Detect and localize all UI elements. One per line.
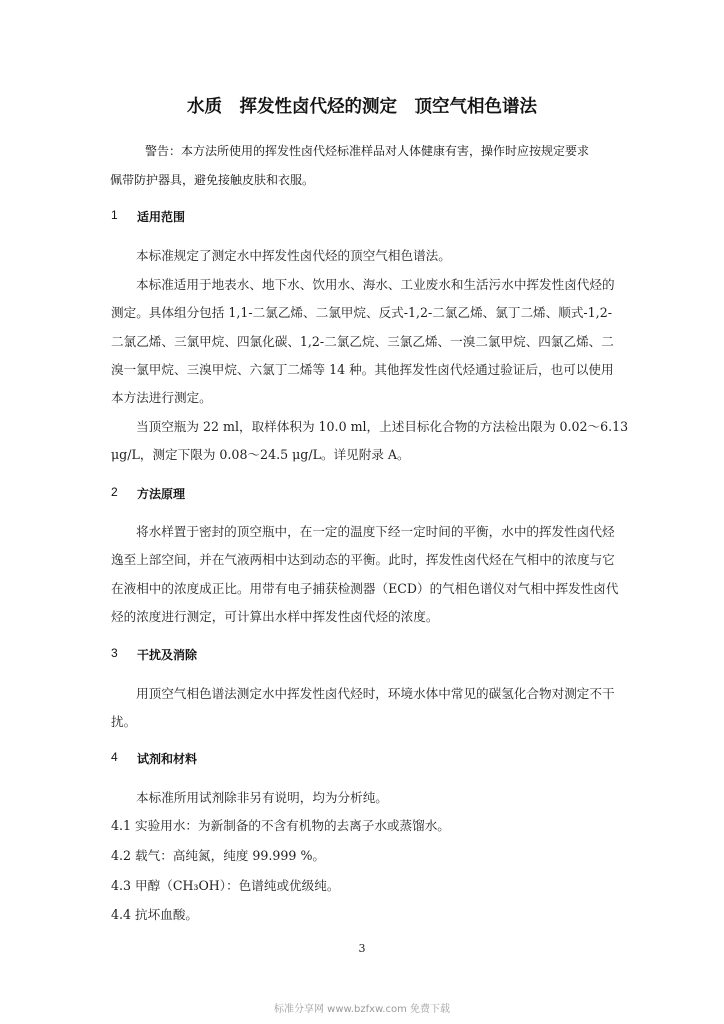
section-3-title: 干扰及消除 [137, 648, 198, 662]
document-title: 水质 挥发性卤代烃的测定 顶空气相色谱法 [187, 97, 537, 117]
s1-line: 本标准规定了测定水中挥发性卤代烃的顶空气相色谱法。 [136, 248, 451, 263]
section-3-number: 3 [111, 646, 118, 660]
s3-line: 用顶空气相色谱法测定水中挥发性卤代烃时，环境水体中常见的碳氢化合物对测定不干 [136, 686, 615, 701]
warning-line-2: 佩带防护器具，避免接触皮肤和衣服。 [110, 173, 315, 187]
warning-line-1: 警告：本方法所使用的挥发性卤代烃标准样品对人体健康有害，操作时应按规定要求 [145, 144, 590, 158]
s4-intro: 本标准所用试剂除非另有说明，均为分析纯。 [136, 790, 388, 805]
section-4-title: 试剂和材料 [137, 752, 198, 766]
section-2-title: 方法原理 [137, 487, 186, 501]
s1-line: 测定。具体组分包括 1,1-二氯乙烯、二氯甲烷、反式-1,2-二氯乙烯、氯丁二烯、顺式-1,2- [111, 305, 612, 320]
s4-item: 4.4 抗坏血酸。 [111, 907, 199, 922]
section-1-number: 1 [111, 208, 118, 222]
s2-line: 在液相中的浓度成正比。用带有电子捕获检测器（ECD）的气相色谱仪对气相中挥发性卤代 [111, 581, 619, 596]
s1-line: 溴一氯甲烷、三溴甲烷、六氯丁二烯等 14 种。其他挥发性卤代烃通过验证后，也可以使用 [111, 362, 614, 377]
page-number: 3 [358, 942, 366, 955]
s4-item: 4.1 实验用水：为新制备的不含有机物的去离子水或蒸馏水。 [111, 818, 450, 833]
s2-line: 烃的浓度进行测定，可计算出水样中挥发性卤代烃的浓度。 [111, 609, 439, 624]
s1-line: 本标准适用于地表水、地下水、饮用水、海水、工业废水和生活污水中挥发性卤代烃的 [136, 277, 615, 292]
s2-line: 将水样置于密封的顶空瓶中，在一定的温度下经一定时间的平衡，水中的挥发性卤代烃 [136, 524, 615, 539]
s1-line: 当顶空瓶为 22 ml，取样体积为 10.0 ml，上述目标化合物的方法检出限为 0.02～6.13 [136, 419, 629, 434]
s1-line: μg/L，测定下限为 0.08～24.5 μg/L。详见附录 A。 [111, 447, 410, 462]
section-4-number: 4 [111, 750, 118, 764]
s1-line: 本方法进行测定。 [111, 390, 212, 405]
s4-item: 4.2 载气：高纯氮，纯度 99.999 %。 [111, 848, 326, 863]
footer-watermark: 标准分享网 www.bzfxw.com 免费下载 [274, 1004, 450, 1015]
s4-item: 4.3 甲醇（CH₃OH）：色谱纯或优级纯。 [111, 878, 340, 893]
section-1-title: 适用范围 [137, 210, 186, 224]
section-2-number: 2 [111, 485, 118, 499]
s2-line: 逸至上部空间，并在气液两相中达到动态的平衡。此时，挥发性卤代烃在气相中的浓度与它 [111, 552, 615, 567]
s3-line: 扰。 [111, 714, 137, 729]
s1-line: 二氯乙烯、三氯甲烷、四氯化碳、1,2-二氯乙烷、三氯乙烯、一溴二氯甲烷、四氯乙烯、二 [111, 334, 614, 349]
